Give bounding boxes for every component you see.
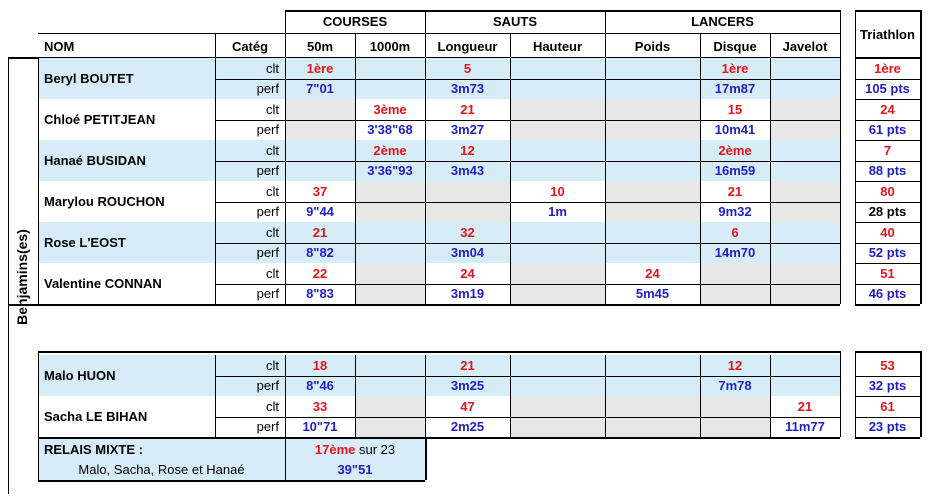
result-perf: 16m59 <box>700 161 770 182</box>
result-clt: 1ère <box>700 58 770 79</box>
row-label-perf: perf <box>215 202 285 223</box>
grid-line <box>770 58 771 304</box>
result-perf: 3'36"93 <box>355 161 425 182</box>
result-clt: 2ème <box>355 140 425 161</box>
row-label-clt: clt <box>215 222 285 243</box>
result-perf: 8"83 <box>285 284 355 305</box>
result-clt: 5 <box>425 58 510 79</box>
result-perf: 10m41 <box>700 120 770 141</box>
grid-line <box>855 376 920 377</box>
result-perf: 8"46 <box>285 376 355 397</box>
result-perf: 3m43 <box>425 161 510 182</box>
result-clt <box>605 181 700 202</box>
result-perf: 10"71 <box>285 417 355 438</box>
triathlon-points: 46 pts <box>868 286 907 302</box>
result-perf: 7"01 <box>285 79 355 100</box>
row-label-clt: clt <box>215 181 285 202</box>
grid-line <box>215 355 216 437</box>
grid-line <box>605 33 606 58</box>
triathlon-points: 52 pts <box>868 245 907 261</box>
result-perf: 8"82 <box>285 243 355 264</box>
result-perf: 7m78 <box>700 376 770 397</box>
grid-line <box>855 79 920 80</box>
result-clt <box>605 58 700 79</box>
result-perf <box>700 284 770 305</box>
athlete-name: Valentine CONNAN <box>38 263 215 304</box>
grid-line <box>215 284 840 285</box>
grid-line <box>215 243 840 244</box>
result-perf: 14m70 <box>700 243 770 264</box>
header-event-6: Javelot <box>782 38 828 54</box>
grid-line <box>840 58 841 304</box>
category-label-text: Benjamins(es) <box>14 229 31 325</box>
result-clt: 6 <box>700 222 770 243</box>
result-perf <box>605 376 700 397</box>
header-event-0: 50m <box>306 38 334 54</box>
group2-top-line <box>38 351 840 353</box>
grid-line <box>855 58 856 304</box>
result-clt <box>770 99 840 120</box>
result-clt <box>355 263 425 284</box>
grid-line <box>770 355 771 437</box>
result-perf: 17m87 <box>700 79 770 100</box>
triathlon-rank: 24 <box>880 101 895 117</box>
result-clt: 21 <box>770 396 840 417</box>
category-left-line <box>8 57 9 494</box>
grid-line <box>855 351 920 353</box>
row-label-clt: clt <box>215 263 285 284</box>
relais-rank: 17ème <box>314 441 356 457</box>
grid-line <box>215 202 840 203</box>
result-perf: 3m04 <box>425 243 510 264</box>
result-clt: 12 <box>425 140 510 161</box>
relais-bottom-line <box>38 480 425 482</box>
result-perf <box>605 161 700 182</box>
grid-line <box>215 58 216 304</box>
row-label-clt: clt <box>215 58 285 79</box>
result-clt: 15 <box>700 99 770 120</box>
header-sauts: SAUTS <box>492 13 538 29</box>
result-perf <box>605 202 700 223</box>
result-perf <box>355 284 425 305</box>
header-event-3: Hauteur <box>532 38 583 54</box>
result-clt <box>605 396 700 417</box>
grid-line <box>920 10 922 58</box>
result-clt <box>510 140 605 161</box>
result-clt: 47 <box>425 396 510 417</box>
result-perf: 5m45 <box>605 284 700 305</box>
triathlon-rank: 40 <box>880 224 895 240</box>
result-perf <box>425 202 510 223</box>
result-clt: 21 <box>425 355 510 376</box>
result-clt <box>605 355 700 376</box>
header-nom: NOM <box>44 38 75 54</box>
result-clt: 21 <box>285 222 355 243</box>
triathlon-rank: 61 <box>880 398 895 414</box>
result-perf <box>770 79 840 100</box>
athlete-name: Marylou ROUCHON <box>38 181 215 222</box>
triathlon-points: 61 pts <box>868 122 907 138</box>
row-label-clt: clt <box>215 355 285 376</box>
result-clt <box>355 355 425 376</box>
grid-line <box>840 33 841 58</box>
grid-line <box>285 33 286 58</box>
result-perf <box>700 417 770 438</box>
row-label-clt: clt <box>215 99 285 120</box>
grid-line <box>855 304 920 306</box>
grid-line <box>700 33 701 58</box>
grid-line <box>285 10 286 34</box>
result-perf <box>355 376 425 397</box>
athlete-name: Rose L'EOST <box>38 222 215 263</box>
result-perf: 3'38"68 <box>355 120 425 141</box>
grid-line <box>215 161 840 162</box>
triathlon-points: 28 pts <box>868 204 907 220</box>
header-triathlon: Triathlon <box>860 26 915 42</box>
result-clt: 24 <box>605 263 700 284</box>
athlete-name: Hanaé BUSIDAN <box>38 140 215 181</box>
result-perf <box>355 417 425 438</box>
result-perf: 1m <box>510 202 605 223</box>
result-perf <box>285 161 355 182</box>
result-clt <box>605 222 700 243</box>
result-clt <box>355 396 425 417</box>
result-perf: 3m25 <box>425 376 510 397</box>
result-perf: 3m73 <box>425 79 510 100</box>
result-perf <box>510 243 605 264</box>
grid-line <box>840 355 841 437</box>
relais-members: Malo, Sacha, Rose et Hanaé <box>38 460 285 481</box>
result-clt <box>770 58 840 79</box>
grid-line <box>510 58 511 304</box>
header-event-2: Longueur <box>437 38 498 54</box>
athlete-name: Malo HUON <box>38 355 215 396</box>
row-label-perf: perf <box>215 79 285 100</box>
result-clt: 24 <box>425 263 510 284</box>
result-perf <box>510 376 605 397</box>
result-clt <box>510 263 605 284</box>
header-event-4: Poids <box>634 38 671 54</box>
result-clt: 2ème <box>700 140 770 161</box>
grid-line <box>855 437 920 439</box>
header-event-1: 1000m <box>369 38 411 54</box>
relais-rank-cell <box>285 439 425 460</box>
relais-time: 39"51 <box>285 460 425 481</box>
grid-line <box>355 355 356 437</box>
grid-line <box>38 439 39 480</box>
triathlon-points: 88 pts <box>868 163 907 179</box>
result-clt <box>770 355 840 376</box>
grid-line <box>215 417 840 418</box>
grid-line <box>215 79 840 80</box>
grid-line <box>855 355 856 437</box>
result-perf <box>510 120 605 141</box>
result-clt <box>355 181 425 202</box>
result-perf <box>770 202 840 223</box>
grid-line <box>855 243 920 244</box>
header-categ: Catég <box>231 38 269 54</box>
result-perf: 3m27 <box>425 120 510 141</box>
grid-line <box>355 33 356 58</box>
grid-line <box>425 355 426 437</box>
result-perf <box>770 161 840 182</box>
grid-line <box>510 33 511 58</box>
triathlon-points: 32 pts <box>868 378 907 394</box>
grid-line <box>355 58 356 304</box>
row-label-perf: perf <box>215 376 285 397</box>
result-perf: 11m77 <box>770 417 840 438</box>
result-clt: 22 <box>285 263 355 284</box>
grid-line <box>38 355 39 437</box>
triathlon-rank: 80 <box>880 183 895 199</box>
result-clt <box>425 181 510 202</box>
grid-line <box>425 33 426 58</box>
result-clt <box>355 58 425 79</box>
grid-line <box>855 161 920 162</box>
result-clt: 12 <box>700 355 770 376</box>
triathlon-rank: 53 <box>880 357 895 373</box>
relais-rank-suffix: sur 23 <box>355 441 396 457</box>
result-clt <box>700 263 770 284</box>
result-perf <box>770 243 840 264</box>
result-clt: 37 <box>285 181 355 202</box>
result-perf <box>510 284 605 305</box>
result-clt <box>285 99 355 120</box>
header-event-5: Disque <box>713 38 757 54</box>
result-perf <box>605 243 700 264</box>
result-perf <box>770 376 840 397</box>
result-perf <box>355 202 425 223</box>
result-perf <box>355 243 425 264</box>
result-perf <box>605 120 700 141</box>
grid-line <box>770 33 771 58</box>
row-label-perf: perf <box>215 243 285 264</box>
result-clt <box>285 140 355 161</box>
result-perf <box>605 417 700 438</box>
result-perf <box>355 79 425 100</box>
header-courses: COURSES <box>322 13 388 29</box>
result-clt: 32 <box>425 222 510 243</box>
result-perf: 9"44 <box>285 202 355 223</box>
grid-line <box>215 120 840 121</box>
result-clt <box>770 222 840 243</box>
result-perf <box>510 417 605 438</box>
grid-line <box>285 439 286 480</box>
result-perf <box>605 79 700 100</box>
row-label-perf: perf <box>215 161 285 182</box>
result-clt: 21 <box>425 99 510 120</box>
triathlon-rank: 7 <box>883 142 892 158</box>
result-clt <box>510 222 605 243</box>
grid-line <box>855 120 920 121</box>
grid-line <box>855 202 920 203</box>
result-perf: 2m25 <box>425 417 510 438</box>
result-clt: 1ère <box>285 58 355 79</box>
result-perf <box>770 120 840 141</box>
grid-line <box>285 355 286 437</box>
group1-bottom-line <box>8 304 840 306</box>
grid-line <box>855 10 920 12</box>
result-perf <box>510 79 605 100</box>
result-perf: 3m19 <box>425 284 510 305</box>
result-clt <box>700 396 770 417</box>
grid-line <box>920 58 922 304</box>
result-clt: 18 <box>285 355 355 376</box>
result-perf <box>510 161 605 182</box>
triathlon-rank: 1ère <box>874 60 901 76</box>
grid-line <box>215 376 840 377</box>
result-perf <box>770 284 840 305</box>
grid-line <box>605 10 606 34</box>
athlete-name: Sacha LE BIHAN <box>38 396 215 437</box>
row-label-clt: clt <box>215 140 285 161</box>
grid-line <box>425 439 427 480</box>
grid-line <box>855 10 856 58</box>
category-label <box>8 60 36 494</box>
grid-line <box>855 417 920 418</box>
result-clt: 33 <box>285 396 355 417</box>
grid-line <box>700 355 701 437</box>
grid-line <box>840 10 841 34</box>
result-clt <box>510 396 605 417</box>
result-clt <box>510 58 605 79</box>
grid-line <box>285 58 286 304</box>
row-label-clt: clt <box>215 396 285 417</box>
result-clt <box>605 99 700 120</box>
athlete-name: Chloé PETITJEAN <box>38 99 215 140</box>
athlete-name: Beryl BOUTET <box>38 58 215 99</box>
result-clt: 10 <box>510 181 605 202</box>
row-label-perf: perf <box>215 120 285 141</box>
result-clt <box>770 263 840 284</box>
grid-line <box>425 58 426 304</box>
result-perf <box>285 120 355 141</box>
grid-line <box>605 355 606 437</box>
row-label-perf: perf <box>215 284 285 305</box>
triathlon-points: 105 pts <box>865 81 910 97</box>
result-clt <box>510 355 605 376</box>
grid-line <box>510 355 511 437</box>
result-clt <box>605 140 700 161</box>
triathlon-rank: 51 <box>880 265 895 281</box>
relais-title: RELAIS MIXTE : <box>38 439 285 460</box>
grid-line <box>920 355 922 437</box>
result-clt: 21 <box>700 181 770 202</box>
row-label-perf: perf <box>215 417 285 438</box>
result-clt <box>770 140 840 161</box>
grid-line <box>38 58 39 304</box>
grid-line <box>700 58 701 304</box>
result-perf: 9m32 <box>700 202 770 223</box>
grid-line <box>855 284 920 285</box>
result-clt: 3ème <box>355 99 425 120</box>
result-clt <box>770 181 840 202</box>
result-clt <box>510 99 605 120</box>
grid-line <box>605 58 606 304</box>
header-lancers: LANCERS <box>691 13 754 29</box>
grid-line <box>38 33 840 34</box>
result-clt <box>355 222 425 243</box>
header-top-line <box>285 10 840 12</box>
grid-line <box>425 10 426 34</box>
grid-line <box>215 33 216 58</box>
triathlon-points: 23 pts <box>868 419 907 435</box>
